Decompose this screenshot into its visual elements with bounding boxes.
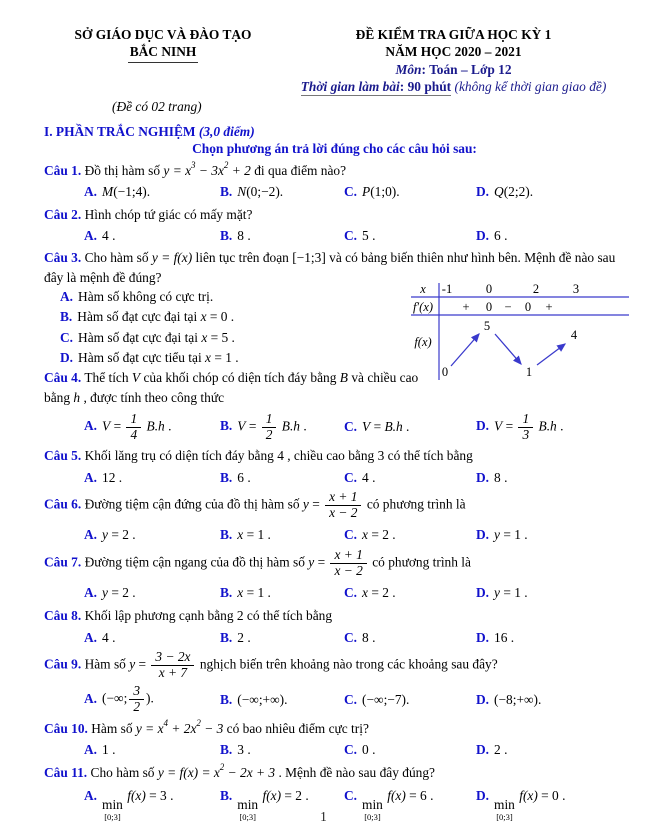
question-11-stem: Câu 11. Cho hàm số $y = f(x) = x^2 - 2x + 3$ . Mệnh đề nào sau đây đúng? xyxy=(44,762,435,780)
option-b: B. min [0;3] f(x) = 2 . xyxy=(220,788,309,822)
question-7-options xyxy=(44,583,625,602)
question-3-stem: Câu 3. Cho hàm số y = f(x) liên tục trên đoạn [−1;3] và có bảng biến thiên như hình bên. Mệnh đề nào sau đây là mệnh đề đúng? xyxy=(44,250,616,285)
x-value: 3 xyxy=(572,282,580,297)
question-1-stem: Câu 1. Đồ thị hàm số $y = x^3 - 3x^2 + 2$ đi qua điểm nào? xyxy=(44,160,347,178)
option-d: D. y = 1 . xyxy=(476,526,528,542)
question-label: Câu 4. xyxy=(44,369,82,385)
fprime-sign: 0 xyxy=(485,300,493,315)
f-value-start: 0 xyxy=(441,365,449,380)
option-c: C. 0 . xyxy=(344,742,376,758)
variation-table xyxy=(407,280,631,386)
question-label: Câu 7. xyxy=(44,554,82,570)
question-10 xyxy=(44,719,625,760)
option-a: A. 4 . xyxy=(84,629,116,645)
document-header xyxy=(44,26,625,96)
option-c: C. 8 . xyxy=(344,629,376,645)
exam-title-block xyxy=(282,26,625,96)
option-a: A. y = 2 . xyxy=(84,584,136,600)
fraction: $\frac{x + 1}{x - 2}$ xyxy=(325,490,361,520)
increase-arrow xyxy=(451,334,479,366)
min-operator: min [0;3] xyxy=(494,797,515,822)
option-c: C. min [0;3] f(x) = 6 . xyxy=(344,788,434,822)
question-8-stem: Câu 8. Khối lập phương cạnh bằng 2 có thể tích bằng xyxy=(44,608,333,624)
question-3-options xyxy=(44,287,416,367)
option-d: D. (−8;+∞). xyxy=(476,691,542,707)
time-line xyxy=(282,78,625,95)
authority-line2 xyxy=(44,43,282,62)
question-8-options xyxy=(44,628,625,647)
question-label: Câu 11. xyxy=(44,764,88,780)
authority-name: BẮC NINH xyxy=(128,43,199,62)
f-value-max: 5 xyxy=(483,319,491,334)
option-d: D. y = 1 . xyxy=(476,584,528,600)
fraction: $\frac{1}{2}$ xyxy=(262,412,277,442)
option-c: C. 5 . xyxy=(344,228,376,243)
option-a: A. min [0;3] f(x) = 3 . xyxy=(84,788,174,822)
time-label: Thời gian làm bài xyxy=(300,79,400,95)
variation-table-svg xyxy=(407,280,631,382)
question-10-options xyxy=(44,740,625,759)
fprime-sign: − xyxy=(504,300,512,315)
question-label: Câu 10. xyxy=(44,720,88,736)
fraction: $\frac{1}{3}$ xyxy=(518,412,533,442)
row-label-fprime: f′(x) xyxy=(412,300,434,315)
question-label: Câu 3. xyxy=(44,250,82,266)
option-c: C. (−∞;−7). xyxy=(344,691,410,707)
fprime-sign: + xyxy=(462,300,470,315)
question-4-options xyxy=(44,412,625,442)
question-7 xyxy=(44,548,625,602)
option-a: A. (−∞; $\frac{3}{2}$ ). xyxy=(84,683,154,715)
option-a: A. 12 . xyxy=(84,469,123,485)
section-title: I. PHẦN TRẮC NGHIỆM (3,0 điểm) xyxy=(44,123,255,139)
option-c: C. x = 2 . xyxy=(344,526,396,542)
question-5-options xyxy=(44,468,625,487)
row-label-x: x xyxy=(420,282,426,297)
question-label: Câu 5. xyxy=(44,448,82,464)
min-operator: min [0;3] xyxy=(362,797,383,822)
option-b: B. 8 . xyxy=(220,228,251,243)
question-9-stem: Câu 9. Hàm số y = $\frac{3 - 2x}{x + 7}$ nghịch biến trên khoảng nào trong các khoảng sau đây? xyxy=(44,649,498,680)
option-b: B. x = 1 . xyxy=(220,526,271,542)
option-d: D. 8 . xyxy=(476,469,508,485)
option-c: C. 4 . xyxy=(344,469,376,485)
fraction: $\frac{x + 1}{x - 2}$ xyxy=(330,548,366,578)
fprime-sign: 0 xyxy=(524,300,532,315)
question-2 xyxy=(44,205,625,246)
option-a: A. y = 2 . xyxy=(84,526,136,542)
question-label: Câu 8. xyxy=(44,608,82,624)
time-underlined xyxy=(301,79,451,96)
x-value: 2 xyxy=(532,282,540,297)
question-2-stem: Câu 2. Hình chóp tứ giác có mấy mặt? xyxy=(44,206,253,222)
option-d: D. V = $\frac{1}{3}$ B.h . xyxy=(476,410,564,442)
question-5 xyxy=(44,446,625,487)
time-note: (không kể thời gian giao đề) xyxy=(451,79,607,95)
min-operator: min [0;3] xyxy=(237,797,259,822)
row-label-f: f(x) xyxy=(414,335,432,350)
question-label: Câu 6. xyxy=(44,496,82,512)
subject-value: : Toán – Lớp 12 xyxy=(421,61,512,77)
question-9-options xyxy=(44,684,625,714)
option-b: B. x = 1 . xyxy=(220,584,271,600)
option-b: B. 3 . xyxy=(220,742,251,758)
question-8 xyxy=(44,606,625,647)
fraction: $\frac{3}{2}$ xyxy=(129,684,144,714)
question-5-stem: Câu 5. Khối lăng trụ có diện tích đáy bằng 4 , chiều cao bằng 3 có thể tích bằng xyxy=(44,448,473,464)
question-4-stem: Câu 4. Thể tích V của khối chóp có diện tích đáy bằng B và chiều cao bằng h , được tính theo công thức xyxy=(44,369,419,405)
option-a: A. 1 . xyxy=(84,742,116,758)
question-7-stem: Câu 7. Đường tiệm cận ngang của đồ thị hàm số y = $\frac{x + 1}{x - 2}$ có phương trình là xyxy=(44,547,471,578)
question-3-4-block xyxy=(44,248,625,408)
option-b: B. V = $\frac{1}{2}$ B.h . xyxy=(220,410,307,442)
option-c: C. Hàm số đạt cực đại tại x = 5 . xyxy=(60,329,235,345)
question-1-options xyxy=(44,182,625,201)
option-a: A. Hàm số không có cực trị. xyxy=(60,289,214,305)
option-c: C. V = B.h . xyxy=(344,419,410,435)
question-label: Câu 9. xyxy=(44,656,82,672)
option-b: B. 6 . xyxy=(220,469,251,485)
question-label: Câu 1. xyxy=(44,162,82,178)
instruction-line: Chọn phương án trả lời đúng cho các câu hỏi sau: xyxy=(192,140,477,156)
issuing-authority xyxy=(44,26,282,96)
option-d: D. 2 . xyxy=(476,742,508,758)
x-value: -1 xyxy=(441,282,453,297)
f-value-min: 1 xyxy=(525,365,533,380)
option-b: B. Hàm số đạt cực đại tại x = 0 . xyxy=(60,309,235,325)
question-label: Câu 2. xyxy=(44,206,82,222)
question-6-options xyxy=(44,525,625,544)
option-a: A. M(−1;4). xyxy=(84,184,151,200)
pages-note: (Đề có 02 trang) xyxy=(112,98,202,114)
option-c: C. x = 2 . xyxy=(344,584,396,600)
option-b: B. N(0;−2). xyxy=(220,184,284,200)
question-1 xyxy=(44,161,625,202)
subject-label: Môn xyxy=(395,61,422,77)
option-b: B. 2 . xyxy=(220,629,251,645)
page-number: 1 xyxy=(320,809,327,824)
option-b: B. (−∞;+∞). xyxy=(220,691,288,707)
x-value: 0 xyxy=(485,282,493,297)
authority-line1: SỞ GIÁO DỤC VÀ ĐÀO TẠO xyxy=(74,27,252,42)
min-operator: min [0;3] xyxy=(102,797,123,822)
option-d: D. Hàm số đạt cực tiểu tại x = 1 . xyxy=(60,349,239,365)
subject-line xyxy=(282,61,625,78)
increase-arrow xyxy=(537,344,565,365)
fprime-sign: + xyxy=(545,300,553,315)
question-9 xyxy=(44,650,625,715)
fraction: $\frac{1}{4}$ xyxy=(126,412,141,442)
decrease-arrow xyxy=(495,334,521,364)
option-d: D. Q(2;2). xyxy=(476,184,534,200)
question-6-stem: Câu 6. Đường tiệm cận đứng của đồ thị hàm số y = $\frac{x + 1}{x - 2}$ có phương trình là xyxy=(44,489,466,521)
option-c: C. P(1;0). xyxy=(344,184,400,200)
exam-title: ĐỀ KIỂM TRA GIỮA HỌC KỲ 1 xyxy=(355,27,552,42)
fraction: $\frac{3 - 2x}{x + 7}$ xyxy=(151,650,194,680)
f-value-end: 4 xyxy=(570,328,578,343)
option-d: D. min [0;3] f(x) = 0 . xyxy=(476,788,566,822)
question-6 xyxy=(44,490,625,544)
option-d: D. 6 . xyxy=(476,228,508,243)
question-2-options xyxy=(44,226,625,245)
option-a: A. 4 . xyxy=(84,228,116,243)
school-year: NĂM HỌC 2020 – 2021 xyxy=(385,44,522,60)
section-points: (3,0 điểm) xyxy=(195,123,255,139)
time-value: : 90 phút xyxy=(399,79,452,95)
option-d: D. 16 . xyxy=(476,629,515,645)
question-10-stem: Câu 10. Hàm số $y = x^4 + 2x^2 - 3$ có bao nhiêu điểm cực trị? xyxy=(44,718,369,736)
option-a: A. V = $\frac{1}{4}$ B.h . xyxy=(84,410,172,442)
